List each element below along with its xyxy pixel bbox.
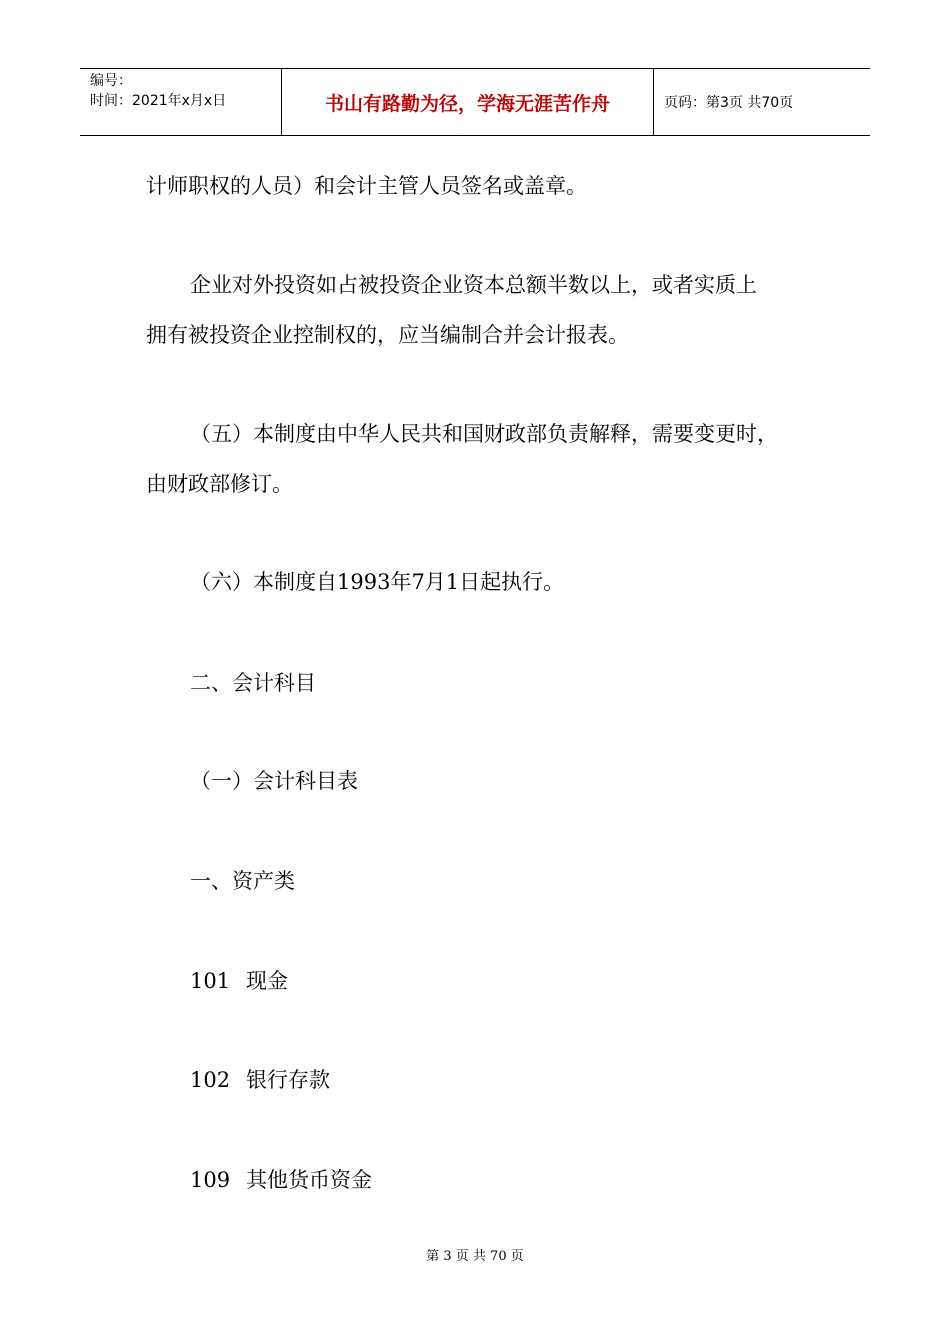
list-item: [190, 957, 288, 1005]
motto-text: 书山有路勤为径，学海无涯苦作舟: [324, 92, 610, 115]
header-page-info: [654, 69, 870, 135]
header-meta: [80, 69, 281, 135]
document-number-label: 编号：: [90, 73, 132, 89]
list-item: [190, 1056, 330, 1104]
account-code: 102: [190, 1068, 231, 1092]
page-info-text: 页码：第3页 共70页: [664, 95, 794, 111]
paragraph-consolidation-line1: 企业对外投资如占被投资企业资本总额半数以上，或者实质上: [190, 273, 757, 297]
account-code: 101: [190, 969, 231, 993]
category-heading-assets: 一、资产类: [190, 869, 295, 893]
header-motto: [281, 69, 654, 135]
document-date-label: 时间：2021年x月x日: [90, 93, 227, 109]
account-name: 其他货币资金: [246, 1168, 372, 1192]
account-code: 109: [190, 1168, 231, 1192]
page-footer: [0, 1245, 950, 1264]
paragraph-continuation: 计师职权的人员）和会计主管人员签名或盖章。: [146, 174, 587, 198]
list-item: [190, 1156, 372, 1204]
subsection-heading-account-table: （一）会计科目表: [190, 769, 358, 793]
paragraph-interpretation-line1: （五）本制度由中华人民共和国财政部负责解释，需要变更时，: [190, 422, 778, 446]
paragraph-effective-date: （六）本制度自1993年7月1日起执行。: [190, 570, 565, 594]
footer-page-number: 第 3 页 共 70 页: [426, 1249, 524, 1264]
account-name: 现金: [246, 969, 288, 993]
paragraph-interpretation-line2: 由财政部修订。: [146, 472, 293, 496]
page-header: [80, 68, 870, 136]
section-heading-accounts: 二、会计科目: [190, 671, 316, 695]
account-name: 银行存款: [246, 1068, 330, 1092]
paragraph-consolidation-line2: 拥有被投资企业控制权的，应当编制合并会计报表。: [146, 323, 629, 347]
